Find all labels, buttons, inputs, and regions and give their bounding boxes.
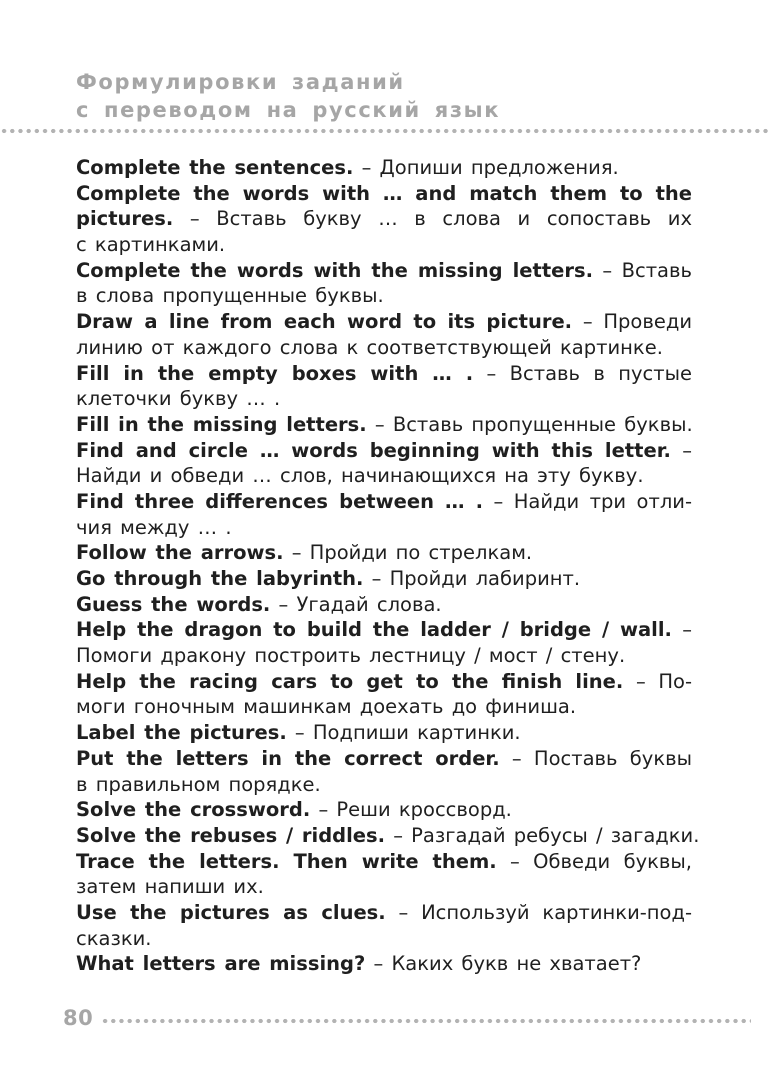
russian-translation: чия между … . xyxy=(76,515,232,539)
english-phrase: Fill in the missing letters. xyxy=(76,412,367,436)
russian-translation: – Реши кроссворд. xyxy=(310,798,512,822)
instruction-line xyxy=(76,335,692,361)
header-title-line-2: с переводом на русский язык xyxy=(76,98,501,122)
english-phrase: Label the pictures. xyxy=(76,721,287,745)
instruction-line xyxy=(76,720,692,746)
english-phrase: Complete the words with the missing letters. xyxy=(76,258,594,282)
russian-translation: – Вставь пропущенные буквы. xyxy=(366,412,693,436)
russian-translation: – Допиши предложения. xyxy=(353,156,619,179)
instruction-line xyxy=(76,438,692,464)
russian-translation: в правильном порядке. xyxy=(76,772,321,796)
english-phrase: Follow the arrows. xyxy=(76,541,284,565)
russian-translation: сказки. xyxy=(76,926,152,950)
instruction-entry xyxy=(76,309,692,360)
instruction-line xyxy=(76,566,692,592)
instruction-line xyxy=(76,232,692,258)
english-phrase: pictures. xyxy=(76,207,174,231)
page-header xyxy=(76,68,500,124)
instruction-line xyxy=(76,669,692,695)
english-phrase: Guess the words. xyxy=(76,592,271,616)
instruction-entry xyxy=(76,669,692,720)
english-phrase: Help the dragon to build the ladder / bridge / wall. xyxy=(76,618,672,642)
instruction-line xyxy=(76,283,692,309)
instruction-entry xyxy=(76,258,692,309)
russian-translation: – Угадай слова. xyxy=(270,592,442,616)
instruction-line xyxy=(76,540,692,566)
russian-translation: – Подпиши картинки. xyxy=(286,721,521,745)
russian-translation: моги гоночным машинкам доехать до финиша. xyxy=(76,695,577,719)
russian-translation: Помоги дракону построить лестницу / мост / стену. xyxy=(76,644,626,668)
instruction-entry xyxy=(76,900,692,951)
russian-translation: – Проведи xyxy=(572,310,692,334)
instruction-line xyxy=(76,361,692,387)
instruction-entry xyxy=(76,412,692,438)
instruction-line xyxy=(76,155,692,181)
instruction-entry xyxy=(76,540,692,566)
russian-translation: с картинками. xyxy=(76,233,226,257)
english-phrase: Find three differences between … . xyxy=(76,489,484,513)
instruction-entry xyxy=(76,592,692,618)
russian-translation: – Вставь букву … в слова и сопоставь их xyxy=(173,207,692,231)
instruction-line xyxy=(76,849,692,875)
english-phrase: Find and circle … words beginning with this letter. xyxy=(76,438,671,462)
russian-translation: – Вставь xyxy=(593,258,692,282)
english-phrase: Draw a line from each word to its picture. xyxy=(76,310,573,334)
instruction-entry xyxy=(76,823,700,849)
instruction-entry xyxy=(76,181,692,258)
russian-translation: – По- xyxy=(623,669,693,693)
instruction-entry xyxy=(76,720,692,746)
russian-translation: – Разгадай ребусы / загадки. xyxy=(385,823,700,847)
instruction-line xyxy=(76,900,692,926)
russian-translation: в слова пропущенные буквы. xyxy=(76,284,384,308)
instruction-line xyxy=(76,258,692,284)
instruction-line xyxy=(76,592,692,618)
instruction-entry xyxy=(76,746,692,797)
russian-translation: – Каких букв не хватает? xyxy=(365,952,642,976)
instruction-entry xyxy=(76,361,692,412)
instruction-entry xyxy=(76,566,692,592)
instruction-line xyxy=(76,643,692,669)
header-title-line-1: Формулировки заданий xyxy=(76,70,405,94)
instruction-line xyxy=(76,746,692,772)
russian-translation: Найди и обведи … слов, начинающихся на эту букву. xyxy=(76,464,644,488)
instruction-line xyxy=(76,386,692,412)
russian-translation: – Поставь буквы xyxy=(499,746,692,770)
instruction-line xyxy=(76,489,692,515)
instruction-line xyxy=(76,926,692,952)
instruction-line xyxy=(76,206,692,232)
instruction-entry xyxy=(76,438,692,489)
instruction-list xyxy=(76,155,700,977)
russian-translation: затем напиши их. xyxy=(76,875,264,899)
english-phrase: Help the racing cars to get to the finish line. xyxy=(76,669,624,693)
english-phrase: Complete the sentences. xyxy=(76,156,354,179)
russian-translation: – xyxy=(670,438,692,462)
russian-translation: линию от каждого слова к соответствующей картинке. xyxy=(76,335,663,359)
instruction-line xyxy=(76,309,692,335)
instruction-line xyxy=(76,772,692,798)
instruction-entry xyxy=(76,155,692,181)
instruction-line xyxy=(76,694,692,720)
russian-translation: – Обведи буквы, xyxy=(496,849,693,873)
instruction-line xyxy=(76,515,692,541)
english-phrase: Go through the labyrinth. xyxy=(76,567,364,590)
english-phrase: Complete the words with … and match them to the xyxy=(76,181,692,205)
page-number: 80 xyxy=(63,1006,94,1030)
instruction-entry xyxy=(76,489,692,540)
russian-translation: клеточки букву … . xyxy=(76,387,281,411)
english-phrase: Put the letters in the correct order. xyxy=(76,746,500,770)
russian-translation: – Пройди лабиринт. xyxy=(363,567,581,590)
russian-translation: – Найди три отли- xyxy=(483,489,692,513)
english-phrase: Fill in the empty boxes with … . xyxy=(76,361,474,385)
english-phrase: What letters are missing? xyxy=(76,952,366,976)
instruction-line xyxy=(76,463,692,489)
instruction-entry xyxy=(76,849,692,900)
instruction-line xyxy=(76,617,692,643)
russian-translation: – Пройди по стрелкам. xyxy=(283,541,533,565)
instruction-line xyxy=(76,874,692,900)
english-phrase: Solve the rebuses / riddles. xyxy=(76,823,386,847)
russian-translation: – Используй картинки-под- xyxy=(385,900,692,924)
english-phrase: Use the pictures as clues. xyxy=(76,900,386,924)
instruction-entry xyxy=(76,797,692,823)
english-phrase: Trace the letters. Then write them. xyxy=(76,849,497,873)
instruction-line xyxy=(76,181,692,207)
russian-translation: – xyxy=(671,618,692,642)
top-dotted-divider xyxy=(0,128,771,134)
instruction-line xyxy=(76,823,700,849)
english-phrase: Solve the crossword. xyxy=(76,798,311,822)
instruction-line xyxy=(76,951,692,977)
russian-translation: – Вставь в пустые xyxy=(473,361,692,385)
instruction-line xyxy=(76,412,692,438)
instruction-entry xyxy=(76,617,692,668)
instruction-line xyxy=(76,797,692,823)
bottom-dotted-divider xyxy=(101,1018,751,1024)
instruction-entry xyxy=(76,951,692,977)
